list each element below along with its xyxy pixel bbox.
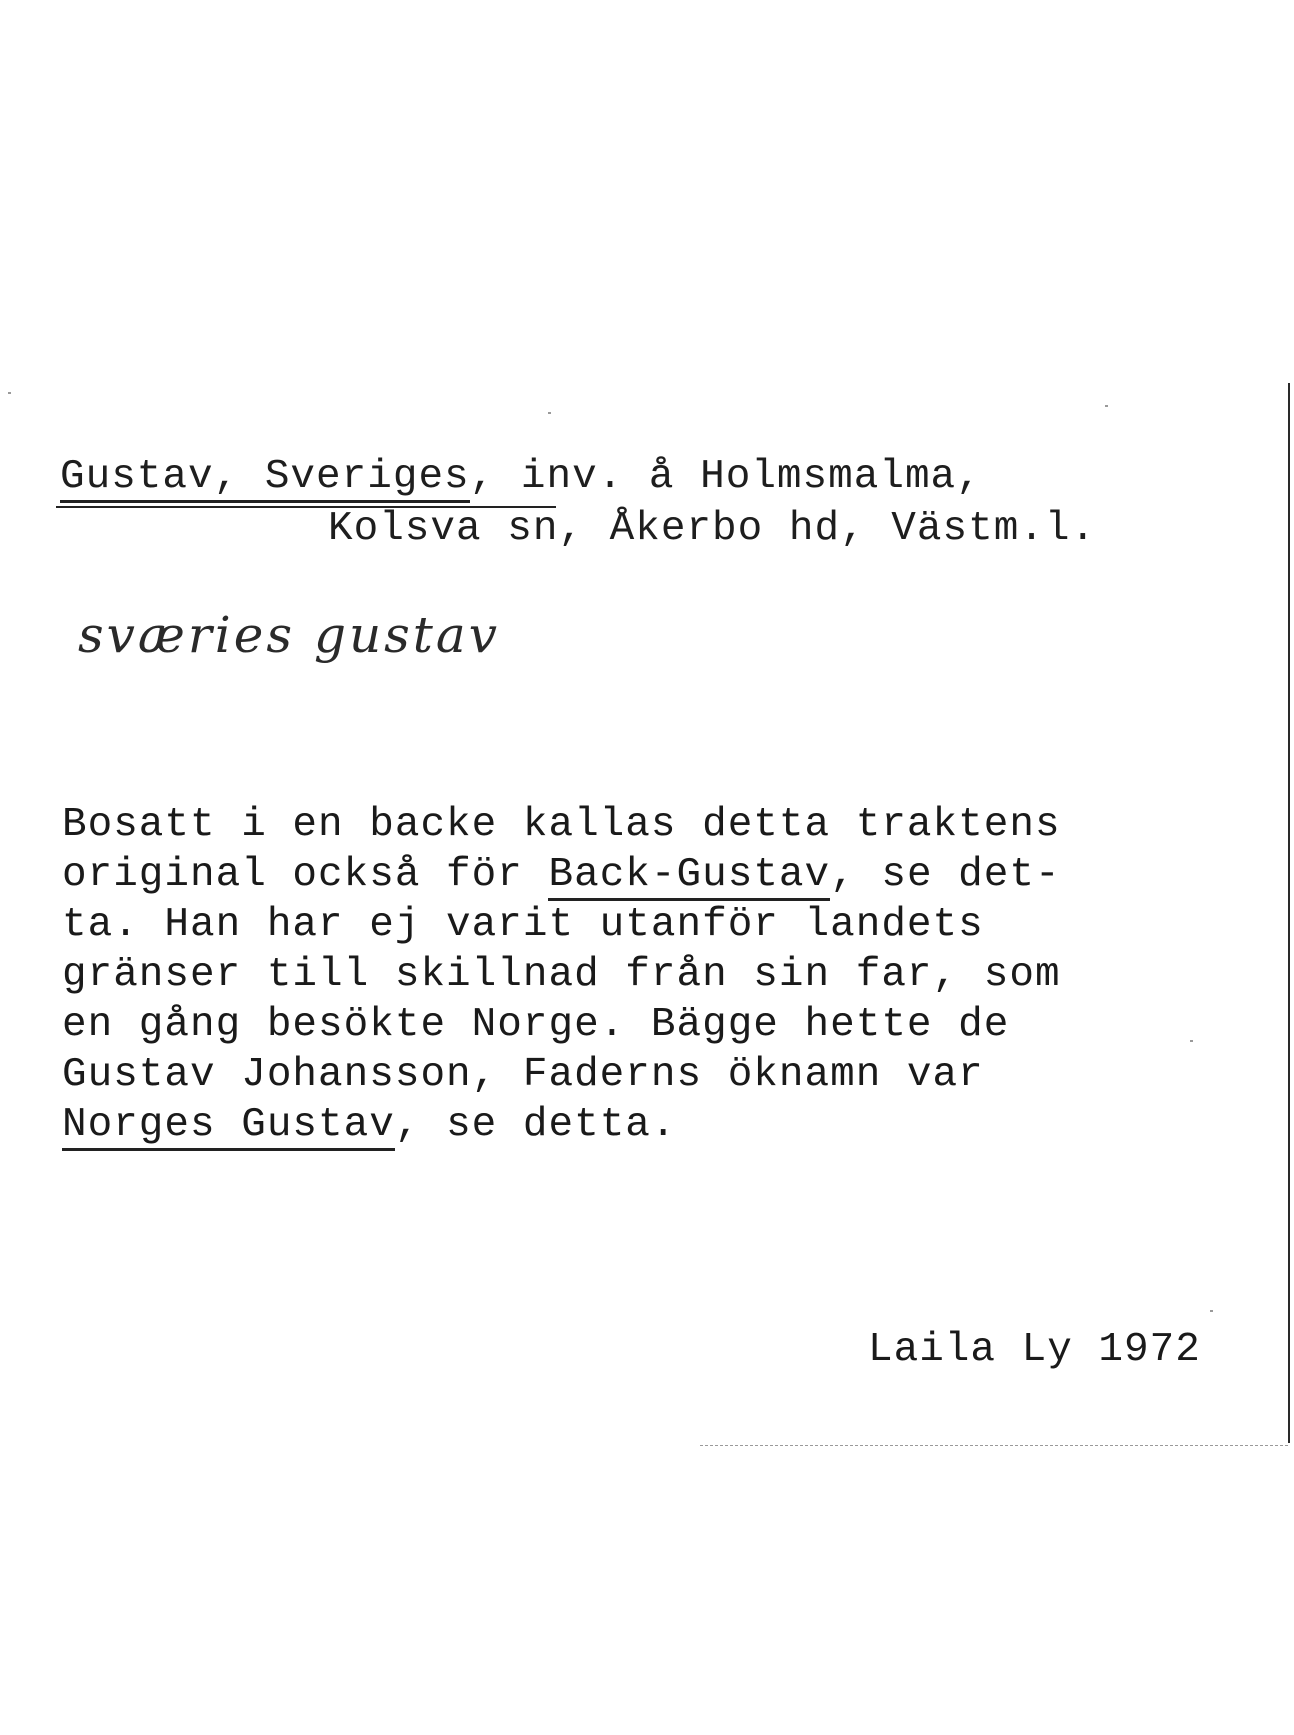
- card-body: [62, 800, 1061, 1150]
- card-bottom-edge: [700, 1445, 1288, 1446]
- body-text: original också för: [62, 852, 549, 898]
- scan-speck: [1190, 1040, 1193, 1042]
- heading-name: Gustav, Sveriges: [60, 454, 470, 503]
- scan-speck: [1105, 405, 1108, 407]
- scan-speck: [8, 392, 11, 394]
- body-text: Bosatt i en backe kallas detta traktens: [62, 802, 1061, 848]
- body-line: [62, 800, 1061, 850]
- body-text: ta. Han har ej varit utanför landets: [62, 902, 984, 948]
- body-text: , se detta.: [394, 1102, 677, 1148]
- handwritten-note: sværies gustav: [78, 606, 500, 664]
- signature: Laila Ly 1972: [868, 1327, 1201, 1373]
- heading-location: , inv. å Holmsmalma,: [469, 454, 982, 500]
- cross-reference: Norges Gustav: [62, 1102, 395, 1151]
- body-line: [62, 950, 1061, 1000]
- body-line: [62, 1100, 1061, 1150]
- body-line: [62, 850, 1061, 900]
- scan-speck: [548, 412, 551, 414]
- body-text: Gustav Johansson, Faderns öknamn var: [62, 1052, 984, 1098]
- body-text: en gång besökte Norge. Bägge hette de: [62, 1002, 1010, 1048]
- heading-line-2: Kolsva sn, Åkerbo hd, Västm.l.: [328, 506, 1097, 552]
- body-line: [62, 900, 1061, 950]
- body-text: gränser till skillnad från sin far, som: [62, 952, 1061, 998]
- card-right-edge: [1288, 383, 1290, 1443]
- body-line: [62, 1050, 1061, 1100]
- cross-reference: Back-Gustav: [548, 852, 830, 901]
- scan-speck: [1210, 1310, 1213, 1312]
- body-line: [62, 1000, 1061, 1050]
- body-text: , se det-: [830, 852, 1061, 898]
- heading-line-1: [60, 452, 982, 502]
